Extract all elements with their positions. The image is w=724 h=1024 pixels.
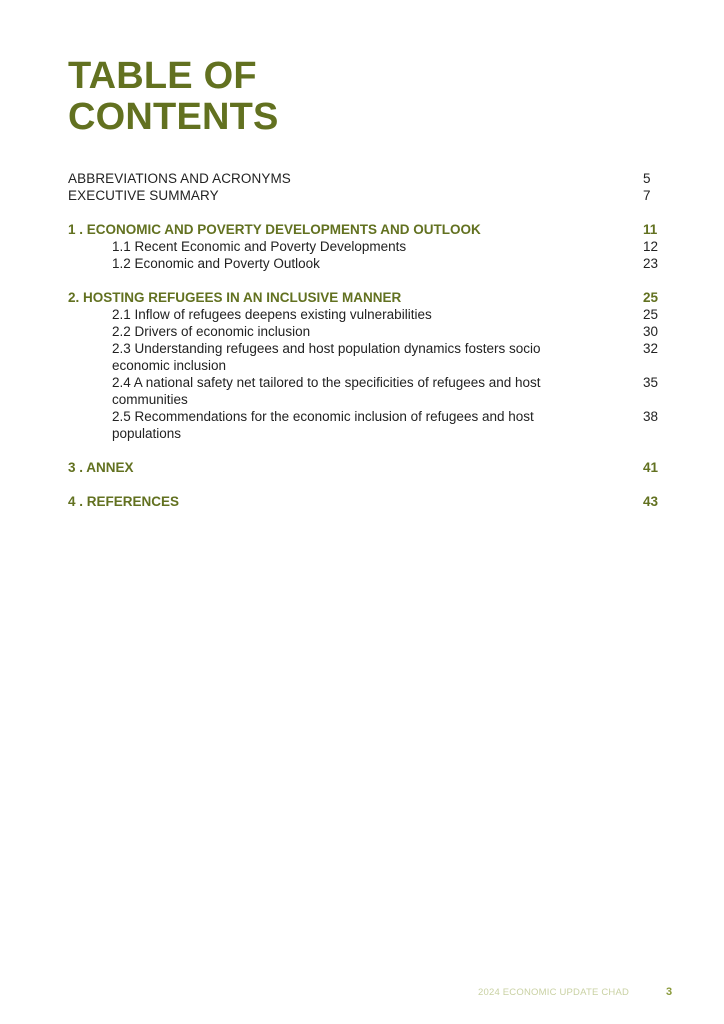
- table-of-contents: [68, 170, 662, 510]
- toc-section-2[interactable]: [68, 289, 662, 306]
- toc-item-2-3[interactable]: [68, 340, 662, 374]
- toc-item-label: 2.3 Understanding refugees and host population dynamics fosters socio economic inclusion: [112, 341, 541, 373]
- toc-item-label: 2.4 A national safety net tailored to the specificities of refugees and host communities: [112, 375, 541, 407]
- spacer: [68, 476, 662, 493]
- toc-item-label: 2.5 Recommendations for the economic inclusion of refugees and host populations: [112, 409, 534, 441]
- page-title: [68, 56, 279, 138]
- toc-item-page: 35: [643, 375, 659, 390]
- toc-section-page: 25: [643, 290, 659, 305]
- spacer: [68, 204, 662, 221]
- footer-publication-title: 2024 ECONOMIC UPDATE CHAD: [478, 987, 630, 998]
- toc-item-page: 12: [643, 239, 659, 254]
- toc-item-2-1[interactable]: [68, 306, 662, 323]
- toc-section-label: 4 . REFERENCES: [68, 494, 180, 509]
- toc-section-label: 3 . ANNEX: [68, 460, 134, 475]
- toc-entry-page: 5: [643, 171, 651, 186]
- toc-item-page: 23: [643, 256, 659, 271]
- toc-section-page: 41: [643, 460, 659, 475]
- toc-item-page: 32: [643, 341, 659, 356]
- toc-item-2-5[interactable]: [68, 408, 662, 442]
- toc-item-label: 2.1 Inflow of refugees deepens existing vulnerabilities: [112, 307, 432, 322]
- spacer: [68, 442, 662, 459]
- toc-section-page: 43: [643, 494, 659, 509]
- toc-item-label: 1.1 Recent Economic and Poverty Developments: [112, 239, 407, 254]
- toc-item-page: 25: [643, 307, 659, 322]
- toc-entry-label: ABBREVIATIONS AND ACRONYMS: [68, 171, 291, 186]
- toc-entry-abbreviations[interactable]: [68, 170, 662, 187]
- toc-item-page: 30: [643, 324, 659, 339]
- toc-section-3[interactable]: [68, 459, 662, 476]
- toc-item-1-1[interactable]: [68, 238, 662, 255]
- toc-item-1-2[interactable]: [68, 255, 662, 272]
- toc-item-page: 38: [643, 409, 659, 424]
- toc-entry-page: 7: [643, 188, 651, 203]
- toc-section-1[interactable]: [68, 221, 662, 238]
- toc-section-page: 11: [643, 222, 658, 237]
- spacer: [68, 272, 662, 289]
- toc-section-4[interactable]: [68, 493, 662, 510]
- toc-section-label: 2. HOSTING REFUGEES IN AN INCLUSIVE MANNER: [68, 290, 402, 305]
- page-title-line-1: TABLE OF: [68, 55, 257, 97]
- page-title-line-2: CONTENTS: [68, 96, 279, 138]
- toc-item-label: 1.2 Economic and Poverty Outlook: [112, 256, 320, 271]
- footer-page-number: 3: [666, 986, 673, 998]
- toc-section-label: 1 . ECONOMIC AND POVERTY DEVELOPMENTS AND OUTLOOK: [68, 222, 481, 237]
- toc-item-2-2[interactable]: [68, 323, 662, 340]
- toc-item-label: 2.2 Drivers of economic inclusion: [112, 324, 311, 339]
- toc-item-2-4[interactable]: [68, 374, 662, 408]
- toc-entry-executive-summary[interactable]: [68, 187, 662, 204]
- toc-entry-label: EXECUTIVE SUMMARY: [68, 188, 219, 203]
